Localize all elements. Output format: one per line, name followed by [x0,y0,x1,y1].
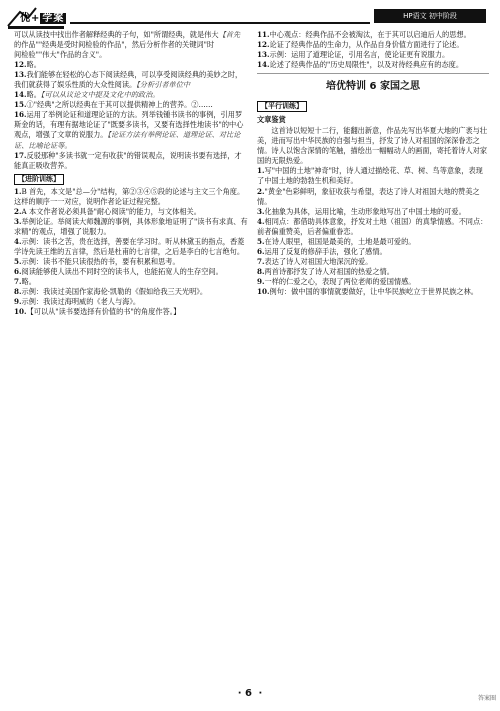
right-column [257,30,489,297]
answer-number: 14. [14,90,27,100]
answer-text: ①"经典"之所以经典在于其可以提供精神上的营养。②…… [26,100,213,110]
page-number: · 6 · [237,688,263,699]
answer-number: 6. [14,267,22,277]
answer-number: 11. [257,30,270,39]
answer-item [14,90,248,100]
answer-text: 中心观点：经典作品不会被淘汰，在于其可以启迪后人的思想。 [269,30,471,39]
answer-number: 12. [14,60,27,70]
answer-text: 反驳那种"多读书就一定有收获"的错误观点，说明读书要有选择，才能真正吸收营养。 [14,150,242,170]
answer-number: 13. [14,70,27,80]
answer-number: 2. [14,206,22,216]
answer-text: 【可以从"读书要选择有价值的书"的角度作答。】 [26,307,181,317]
answer-item [257,40,489,50]
answer-number: 8. [257,266,265,276]
answer-item [257,30,489,40]
answer-text: 示例：运用了道理论证，引用名言，使论证更有说服力。 [269,50,450,60]
answer-number: 3. [257,206,265,216]
answer-number: 1. [14,186,22,196]
answer-text: 可以从读技中找出作者解释经典的子句，如"所谓经典，就是伟大 [14,30,219,39]
answer-number: 8. [14,287,22,297]
left-column [14,30,248,317]
answer-item [257,50,489,60]
answer-number: 10. [257,286,270,296]
answer-number: 14. [257,60,270,70]
answer-number: 9. [257,276,265,286]
answer-text: 略。 [26,90,41,100]
answer-number: 3. [14,216,22,226]
answer-item [257,60,489,70]
answer-item [14,237,248,257]
answer-item [14,287,248,297]
answer-number: 17. [14,150,27,160]
answer-item [14,187,248,207]
answer-text: 两首诗都抒发了诗人对祖国的热爱之情。 [264,266,394,276]
answer-item [257,267,489,277]
answer-item [14,207,248,217]
answer-text: 运用了举例论证和道理论证的方法。列举钱锺书读书的事例，引用罗斯金的话，有理有据地论证了"既要多读书，又要有选择性地读书"的中心观点，增强了文章的说服力。 [14,110,244,140]
answer-note: 【论证方法有举例论证、道理论证、对比论证、比喻论证等。 [14,130,241,150]
answer-text: 写"中国的土地"神奇"时，诗人通过描绘花、草、树、鸟等意象，表现了中国土地的勃勃生机和美好。 [257,166,483,186]
answer-number: 7. [257,256,265,266]
answer-item [14,217,248,237]
answer-item [14,257,248,267]
answer-item [257,247,489,257]
answer-text: 举例论证。举阅读大师魏源的事例，具体形象地证明了"读书有求真、有求精"的观点，增强了说服力。 [14,216,248,236]
answer-item [257,257,489,267]
answer-text: 示例：读书之苦，贵在选择，善要在学习时。听从林黛玉的指点，香菱学诗先读王维的五言律，然后是杜甫的七言律，之后是李白的七言绝句。 [14,236,245,256]
answer-number: 4. [257,216,265,226]
answer-item [14,60,248,70]
answer-number: 5. [257,236,265,246]
answer-item [14,70,248,90]
answer-number: 1. [257,166,265,176]
answer-text: 略。 [21,277,36,287]
answer-number: 4. [14,236,22,246]
answer-text: 阅读能够使人读出不同时空的读书人，也能拓宽人的生存空间。 [21,267,223,277]
answer-note: 【首先 [218,30,241,39]
answer-number: 12. [257,40,270,50]
answer-text: A 本文作者说必须具备"耐心阅读"的能力，与文体相关。 [21,206,201,216]
answer-item [257,166,489,186]
answer-note: 【分析引者单位中 [136,80,191,90]
answer-text: "黄金"色彩鲜明，象征收获与希望，表达了诗人对祖国大地的赞美之情。 [257,186,480,206]
header-rule [70,22,370,24]
answer-item [257,287,489,297]
answer-text: B 首先，本文是"总—分"结构，第②③④⑤段的论述与主文三个角度。这样的顺序一一对应，说明作者论证过程完整。 [14,186,245,206]
answer-item [14,110,248,150]
answer-item [14,297,248,307]
answer-text: 示例：我读过海明威的《老人与海》。 [21,297,141,307]
answer-item [14,277,248,287]
answer-text: 的作品""经典是受时间检验的作品"，然后分析作者的关键词"时 [14,40,215,50]
answer-text: 相同点：都借助具体意象，抒发对土地（祖国）的真挚情感。不同点：前者偏重赞美，后者偏重眷恋。 [257,216,488,236]
answer-number: 5. [14,256,22,266]
answer-item [257,217,489,237]
answer-item [14,267,248,277]
answer-number: 2. [257,186,265,196]
answer-number: 13. [257,50,270,60]
answer-number: 16. [14,110,27,120]
answer-item [257,237,489,247]
answer-text: 示例：读书不能只读很热的书，要有积累和思考。 [21,256,180,266]
answer-text: 论述了经典作品的"历史局限性"，以及对待经典应有的态度。 [269,60,464,70]
answer-number: 10. [14,307,27,317]
subhead-reading: 文章鉴赏 [257,115,286,125]
answer-item [257,187,489,207]
answer-note: 【可以从议论文中提及文化中的政治。 [40,90,160,100]
answer-text: 示例：我读过美国作家海伦·凯勒的《假如给我三天光明》。 [21,287,208,297]
answer-number: 6. [257,246,265,256]
answer-number: 15. [14,100,27,110]
answer-text: 论证了经典作品的生命力，从作品自身价值方面进行了论述。 [269,40,464,50]
series-label: HP语文 初中阶段 [374,9,486,23]
answer-text: 略。 [26,60,41,70]
answer-item [14,151,248,171]
prose-paragraph: 这首诗以短短十二行，能翻出新意，作品先写出华夏大地的广袤与壮美，进而写出中华民族的自强与担当，抒发了诗人对祖国的深深眷恋之情。诗人以饱含深情的笔触，描绘出一幅幅动人的画面，寄托着诗人对家国的无限热爱。 [257,126,488,166]
answer-text: 在诗人眼里，祖国是最美的，土地是最可爱的。 [264,236,416,246]
section-label-advanced: 【进阶训练】 [14,174,64,185]
answer-number: 7. [14,277,22,287]
answer-item [14,30,248,40]
answer-text: 运用了反复的修辞手法，强化了感情。 [264,246,387,256]
answer-item [14,307,248,317]
section-label-parallel: 【平行训练】 [257,101,307,112]
answer-text: 化抽象为具体，运用比喻，生动形象地写出了中国土地的可爱。 [264,206,466,216]
answer-item [14,50,248,60]
answer-text: 表达了诗人对祖国大地深沉的爱。 [264,256,373,266]
section-title: 培优特训 6 家国之思 [326,81,420,93]
section-divider [257,73,489,74]
logo-text: 优+ 学案 [20,13,65,24]
answer-text: 间检验""伟大"作品的含义"。 [14,50,107,60]
watermark: 答案圈 [477,695,496,702]
answer-item [14,100,248,110]
answer-text: 例句：做中国的事情就要做好，让中华民族屹立于世界民族之林。 [269,286,478,296]
answer-item [257,277,489,287]
answer-number: 9. [14,297,22,307]
answer-text: 我们能够在轻松的心态下阅读经典，可以享受阅读经典的美妙之时，我们就获得了娱乐性质的大众性阅读。 [14,70,243,90]
answer-item [257,207,489,217]
answer-item [14,40,248,50]
answer-text: 一样的仁爱之心，表现了两位老师的爱国情感。 [264,276,416,286]
